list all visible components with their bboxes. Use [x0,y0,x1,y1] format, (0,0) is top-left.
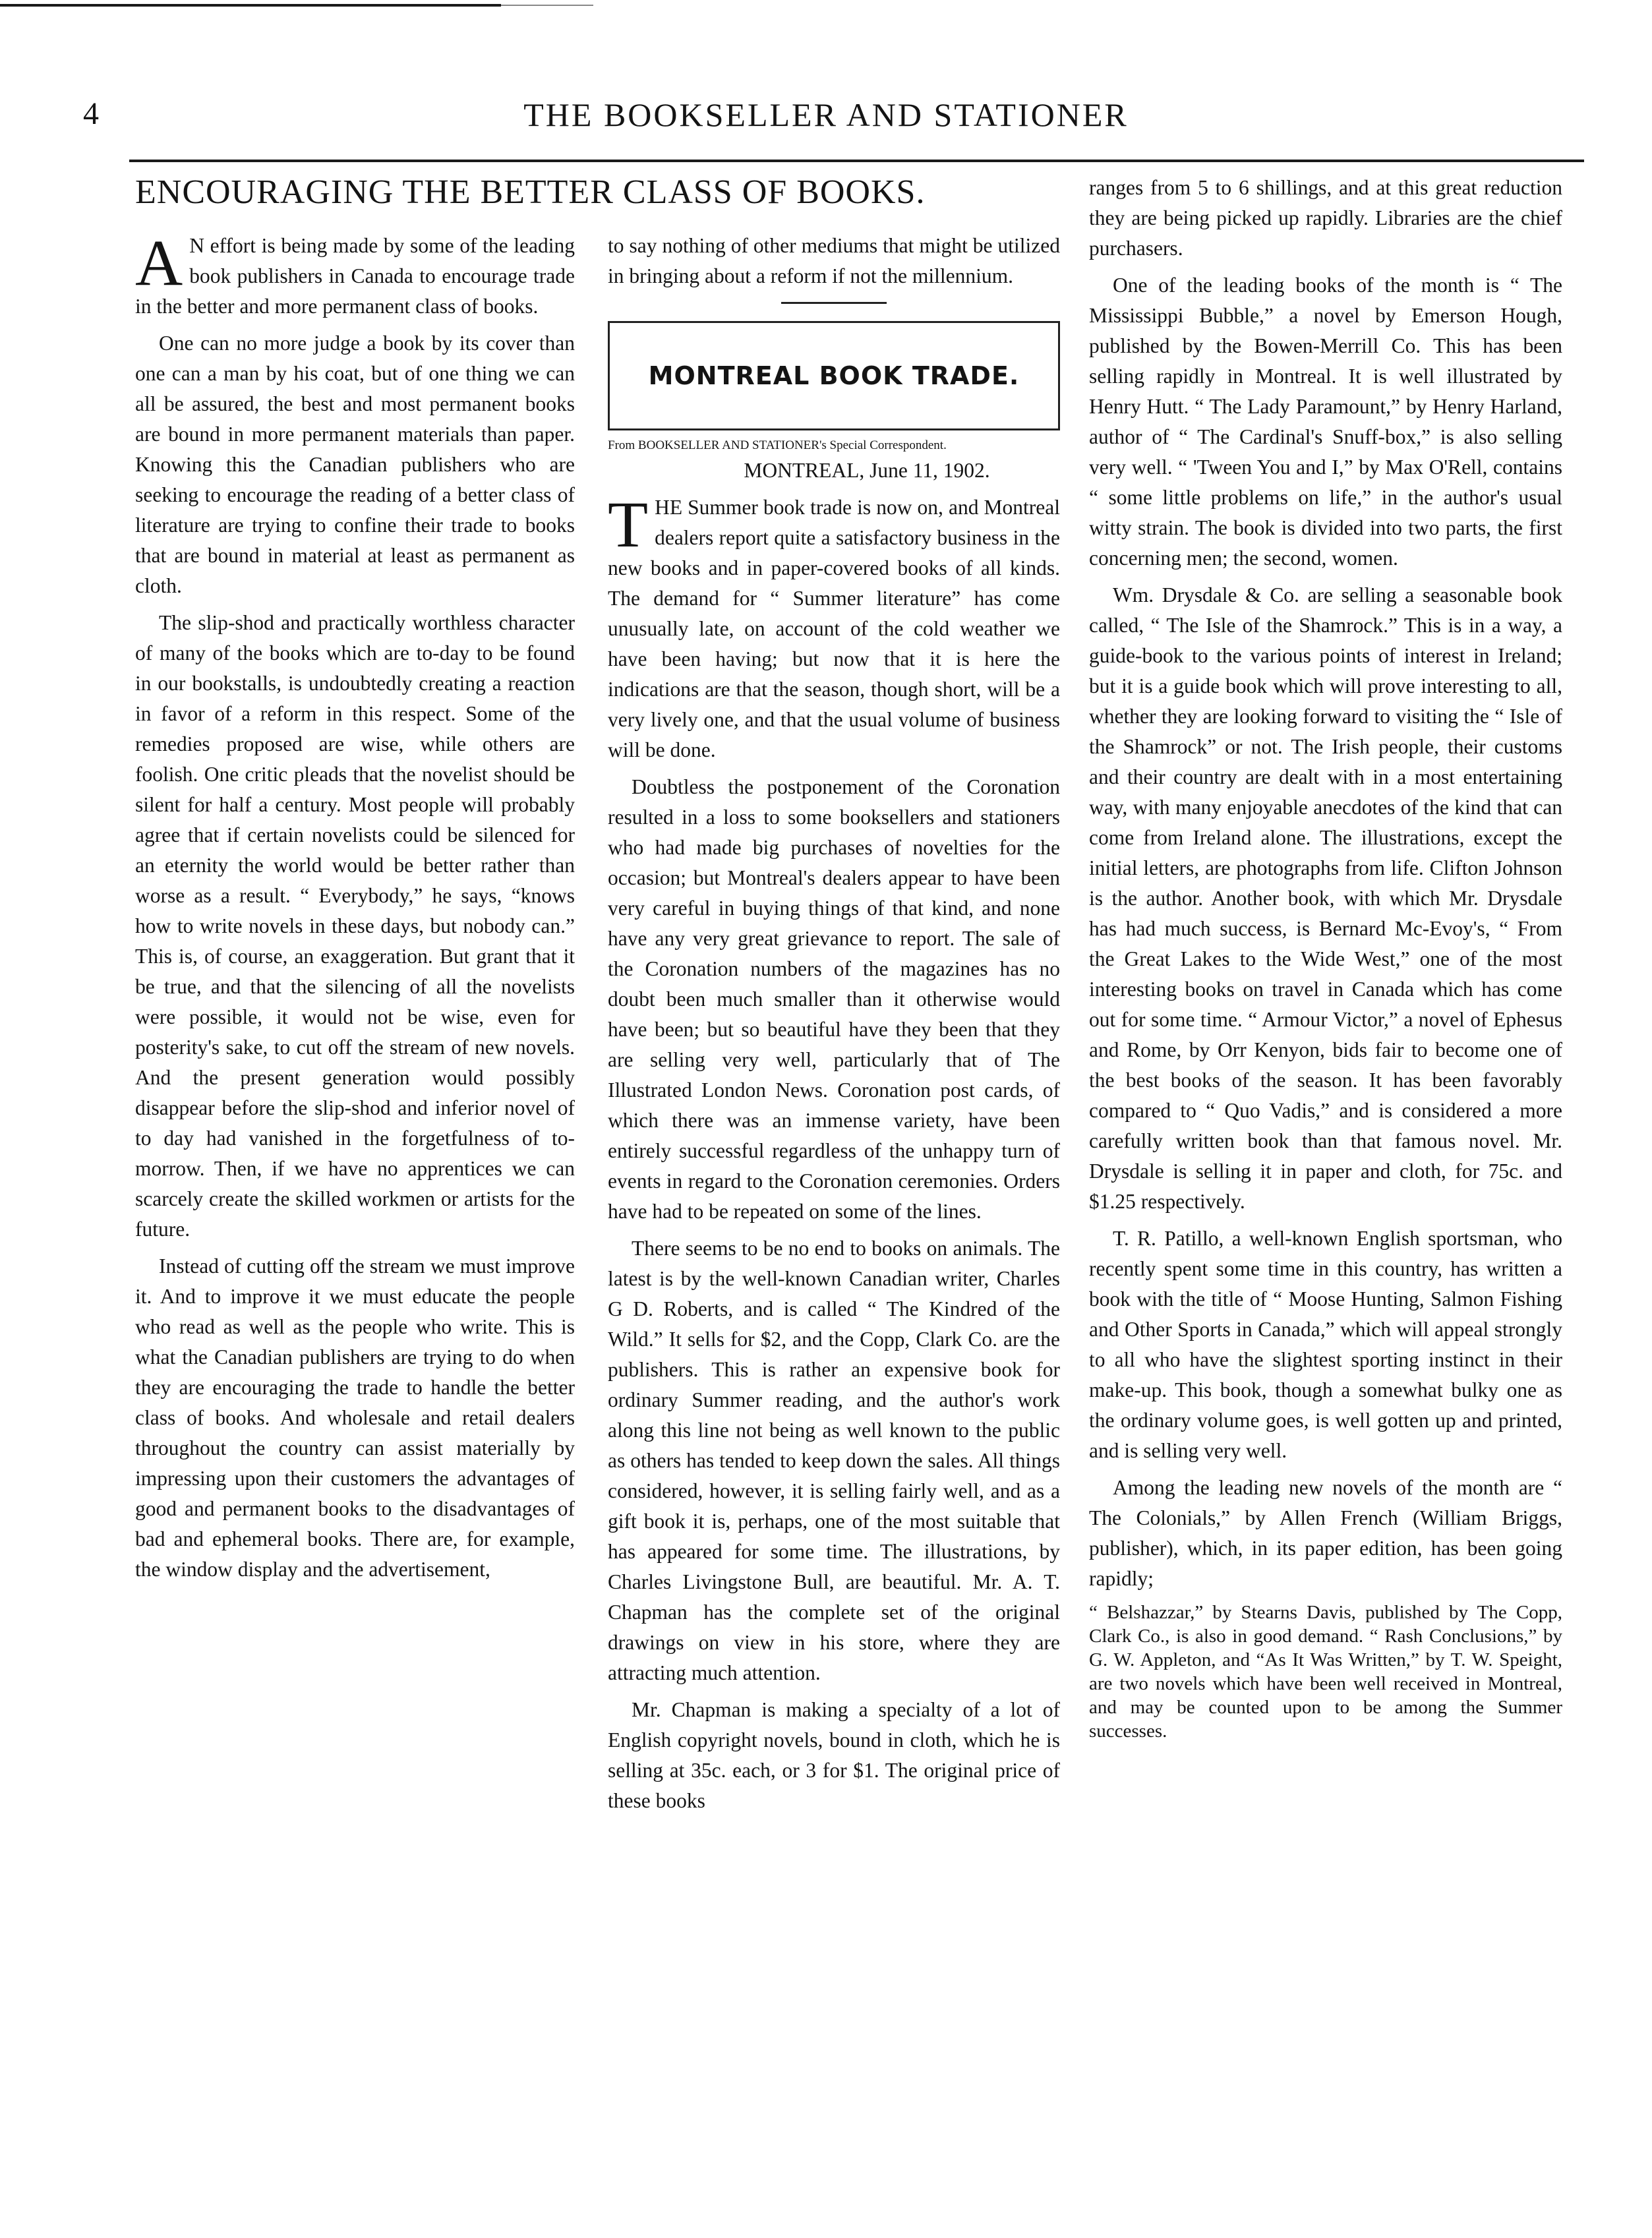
article2-paragraph-8: T. R. Patillo, a well-known English sportsman, who recently spent some time in this country, has written a book with the title of “ Moose Hunting, Salmon Fishing and Other Sports in Canada,” which will appeal strongly to all who have the slightest sporting instinct in their make-up. This book, though a somewhat bulky one as the ordinary volume goes, is well gotten up and printed, and is selling very well. [1089,1227,1562,1462]
article2-paragraph-3: There seems to be no end to books on animals. The latest is by the well-known Canadian writer, Charles G D. Roberts, and is called “ The Kindred of the Wild.” It sells for $2, and the Copp, Clark Co. are the publishers. This is rather an expensive book for ordinary Summer reading, and the author's work along this line not being as well known to the public as others has tended to keep down the sales. All things considered, however, it is selling fairly well, and as a gift book it is, perhaps, one of the most suitable that has appeared for some time. The illustrations, by Charles Livingstone Bull, are beautiful. Mr. A. T. Chapman has the complete set of the original drawings on view in his store, where they are attracting much attention. [608,1237,1060,1684]
section-title-box [608,321,1060,430]
article2-paragraph-2: Doubtless the postponement of the Coronation resulted in a loss to some booksellers and stationers who had made big purchases of novelties for the occasion; but Montreal's dealers appear to have been very careful in buying things of that kind, and none have any very great grievance to report. The sale of the Coronation numbers of the magazines has no doubt been much smaller than it otherwise would have been; but so beautiful have they been that they are selling very well, particularly that of The Illustrated London News. Coronation post cards, of which there was an immense variety, have been entirely successful regardless of the unhappy turn of events in regard to the Coronation ceremonies. Orders have had to be repeated on some of the lines. [608,775,1060,1223]
article1-paragraph-3: The slip-shod and practically worthless character of many of the books which are to-day to be found in our bookstalls, is undoubtedly creating a reaction in favor of a reform in this respect. Some of the remedies proposed are wise, while others are foolish. One critic pleads that the novelist should be silent for half a century. Most people will probably agree that if certain novelists could be silenced for an eternity the world would be better rather than worse as a result. “ Everybody,” he says, “knows how to write novels in these days, but nobody can.” This is, of course, an exaggeration. But grant that it be true, and that the silencing of all the novelists were possible, it would not be wise, even for posterity's sake, to cut off the stream of new novels. And the present generation would possibly disappear before the slip-shod and inferior novel of to day had vanished in the forgetfulness of to-morrow. Then, if we have no apprentices we can scarcely create the skilled workmen or artists for the future. [135,611,575,1241]
top-edge-rule [0,4,501,7]
article-separator [781,302,887,304]
article2-paragraph-4: Mr. Chapman is making a specialty of a lot of English copyright novels, bound in cloth, which he is selling at 35c. each, or 3 for $1. The original price of these books [608,1698,1060,1812]
article2-paragraph-1 [608,488,1060,765]
article2-paragraph-10: “ Belshazzar,” by Stearns Davis, published by The Copp, Clark Co., is also in good demand. “ Rash Conclusions,” by G. W. Appleton, and “As It Was Written,” by T. W. Speight, are two novels which have been well received in Montreal, and may be counted upon to be among the Summer successes. [1089,1602,1562,1742]
article1-paragraph-5: to say nothing of other mediums that might be utilized in bringing about a reform if not the millennium. [608,234,1060,287]
small-type-block [1089,1601,1562,1743]
drop-cap: T [608,488,649,561]
article2-paragraph-7: Wm. Drysdale & Co. are selling a seasonable book called, “ The Isle of the Shamrock.” This is in a way, a guide-book to the various points of interest in Ireland; but it is a guide book which will prove interesting to all, whether they are looking forward to visiting the “ Isle of the Shamrock” or not. The Irish people, their customs and their country are dealt with in a most entertaining way, with many enjoyable anecdotes of the kind that can come from Ireland alone. The illustrations, except the initial letters, are photographs from life. Clifton Johnson is the author. Another book, with which Mr. Drysdale has had much success, is Bernard Mc-Evoy's, “ From the Great Lakes to the Wide West,” one of the most interesting books on travel in Canada which has come out for some time. “ Armour Victor,” a novel of Ephesus and Rome, by Orr Kenyon, bids fair to become one of the best books of the season. It has been favorably compared to “ Quo Vadis,” and is considered a more carefully written book than that famous novel. Mr. Drysdale is selling it in paper and cloth, for 75c. and $1.25 respectively. [1089,583,1562,1213]
header-rule [129,160,1584,162]
correspondent-credit: From BOOKSELLER AND STATIONER's Special Correspondent. [608,438,947,452]
section-title: MONTREAL BOOK TRADE. [648,361,1020,390]
article1-paragraph-2: One can no more judge a book by its cover than one can a man by his coat, but of one thing we can all be assured, the best and most permanent books are bound in more permanent materials than paper. Knowing this the Canadian publishers who are seeking to encourage the reading of a better class of literature are trying to confine their trade to books that are bound in material at least as permanent as cloth. [135,332,575,597]
article2-paragraph-5: ranges from 5 to 6 shillings, and at this great reduction they are being picked up rapidly. Libraries are the chief purchasers. [1089,176,1562,260]
page-number: 4 [83,96,99,131]
article2-paragraph-9: Among the leading new novels of the month are “ The Colonials,” by Allen French (William Briggs, publisher), which, in its paper edition, has been going rapidly; [1089,1476,1562,1590]
column-2 [608,231,1060,1823]
column-1 [135,226,575,1591]
article1-paragraph-4: Instead of cutting off the stream we must improve it. And to improve it we must educate the people who read as well as the people who write. This is what the Canadian publishers are trying to do when they are encouraging the trade to handle the better class of books. And wholesale and retail dealers throughout the country can assist materially by impressing upon their customers the advantages of good and permanent books to the disadvantages of bad and ephemeral books. There are, for example, the window display and the advertisement, [135,1254,575,1581]
article1-paragraph-1 [135,226,575,322]
top-edge-rule-faint [501,5,593,6]
article2-paragraph-1-text: HE Summer book trade is now on, and Montreal dealers report quite a satisfactory business in the new books and in paper-covered books of all kinds. The demand for “ Summer literature” has come unusually late, on account of the cold weather we have been having; but now that it is here the indications are that the season, though short, will be a very lively one, and that the usual volume of business will be done. [608,496,1060,761]
article-headline: ENCOURAGING THE BETTER CLASS OF BOOKS. [135,173,926,211]
dateline: MONTREAL, June 11, 1902. [744,459,990,482]
column-3 [1089,173,1562,1750]
running-title: THE BOOKSELLER AND STATIONER [523,96,1129,133]
drop-cap: A [135,226,183,299]
article2-paragraph-6: One of the leading books of the month is “ The Mississippi Bubble,” a novel by Emerson Hough, published by the Bowen-Merrill Co. This has been selling rapidly in Montreal. It is well illustrated by Henry Hutt. “ The Lady Paramount,” by Henry Harland, author of “ The Cardinal's Snuff-box,” is also selling very well. “ 'Tween You and I,” by Max O'Rell, contains “ some little problems on life,” in the author's usual witty strain. The book is divided into two parts, the first concerning men; the second, women. [1089,274,1562,570]
article1-paragraph-1-text: N effort is being made by some of the leading book publishers in Canada to encourage trade in the better and more permanent class of books. [135,234,575,318]
